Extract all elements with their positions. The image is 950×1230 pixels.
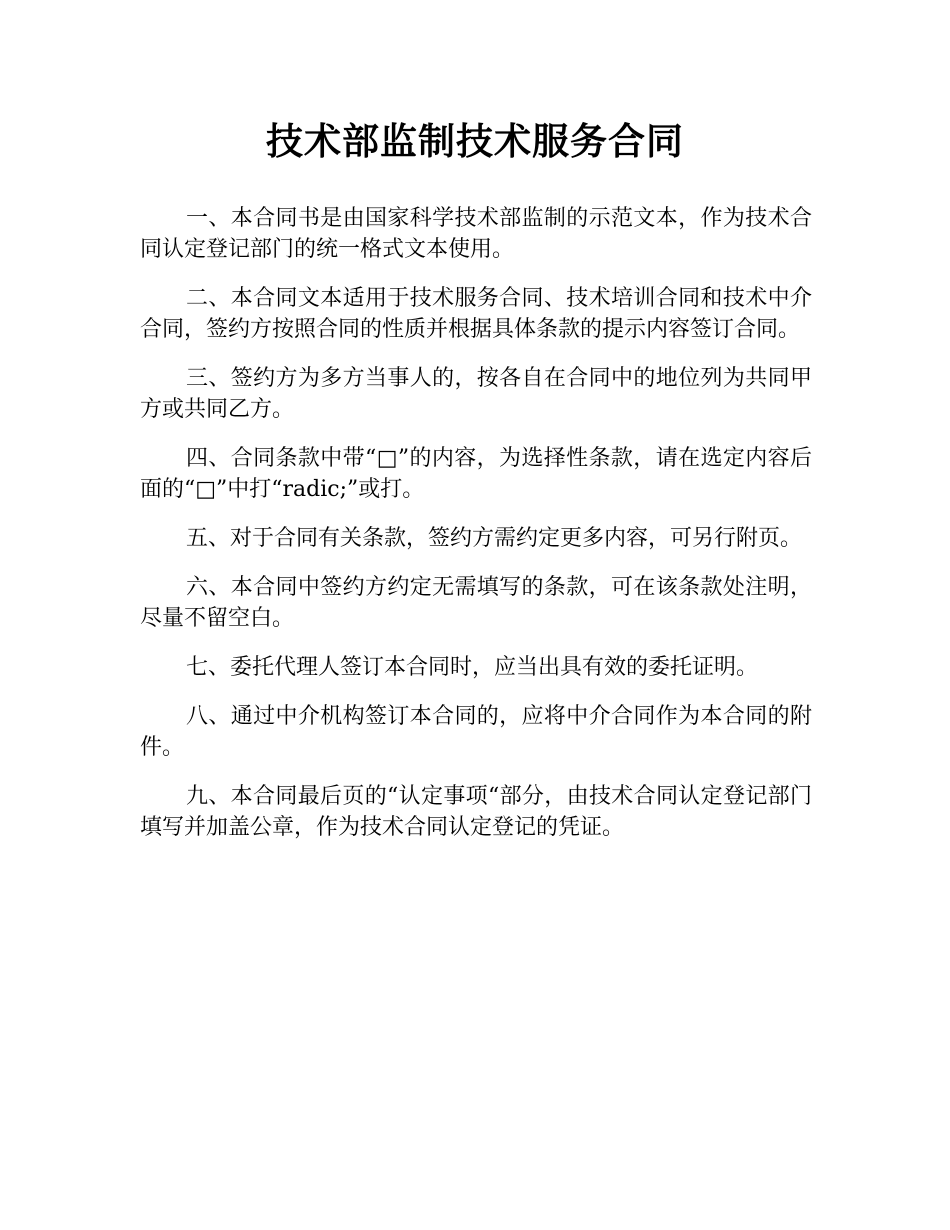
paragraph-3: 三、签约方为多方当事人的，按各自在合同中的地位列为共同甲方或共同乙方。 [140, 366, 812, 422]
paragraph-6: 六、本合同中签约方约定无需填写的条款，可在该条款处注明，尽量不留空白。 [140, 575, 812, 631]
paragraph-5: 五、对于合同有关条款，签约方需约定更多内容，可另行附页。 [186, 526, 803, 551]
document-body [140, 203, 812, 861]
paragraph-4: 四、合同条款中带“□”的内容，为选择性条款，请在选定内容后面的“□”中打“radic;”或打。 [140, 446, 812, 502]
paragraph-9: 九、本合同最后页的“认定事项“部分，由技术合同认定登记部门填写并加盖公章，作为技术合同认定登记的凭证。 [140, 784, 812, 840]
paragraph-1: 一、本合同书是由国家科学技术部监制的示范文本，作为技术合同认定登记部门的统一格式文本使用。 [140, 206, 812, 262]
document-title: 技术部监制技术服务合同 [266, 120, 684, 163]
paragraph-7: 七、委托代理人签订本合同时，应当出具有效的委托证明。 [186, 655, 759, 680]
paragraph-2: 二、本合同文本适用于技术服务合同、技术培训合同和技术中介合同，签约方按照合同的性质并根据具体条款的提示内容签订合同。 [140, 286, 812, 342]
paragraph-8: 八、通过中介机构签订本合同的，应将中介合同作为本合同的附件。 [140, 704, 812, 760]
